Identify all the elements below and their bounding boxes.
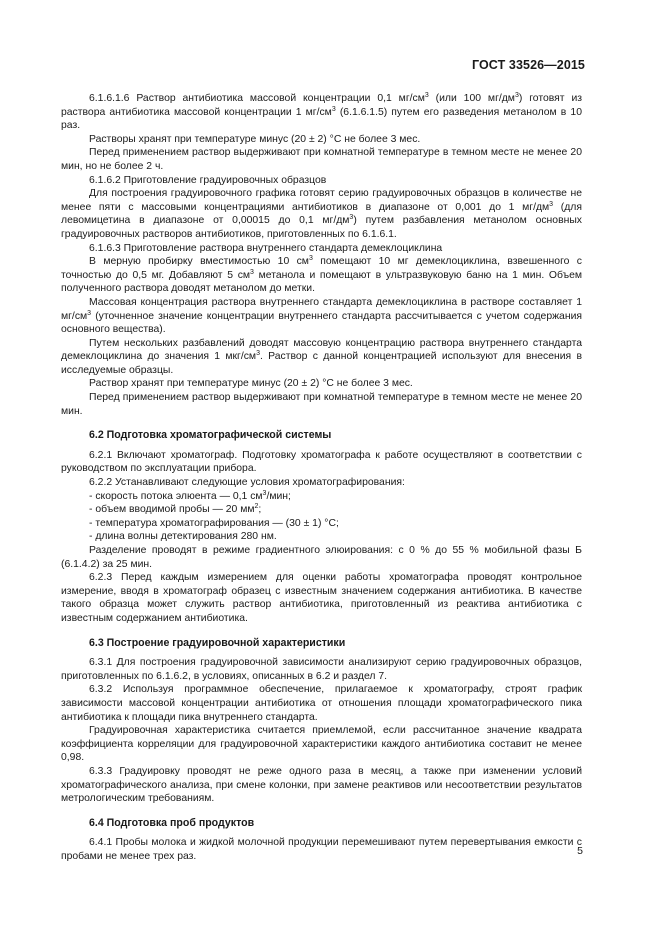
section-heading: 6.4 Подготовка проб продуктов [89,816,255,829]
paragraph: 6.1.6.3 Приготовление раствора внутреннего стандарта демеклоциклина [89,242,443,254]
section-heading: 6.2 Подготовка хроматографической системы [89,429,332,442]
paragraph: Путем нескольких разбавлений доводят массовую концентрацию раствора внутреннего стандарта демеклоциклина до значения 1 мкг/$см^3$. Раствор с данной концентрацией используют для внесения в исследуемые образцы. [61,337,582,376]
paragraph: Раствор хранят при температуре минус (20 ± 2) °C не более 3 мес. [89,378,413,390]
paragraph: 6.4.1 Пробы молока и жидкой молочной продукции перемешивают путем перевертывания емкости с пробами не менее трех раз. [61,837,582,862]
paragraph: 6.2.3 Перед каждым измерением для оценки работы хроматографа проводят контрольное измерение, вводя в хроматограф образец с известным значением содержания антибиотика. В качестве такого образца может служить раствор антибиотика, приготовленный из реактива антибиотика с известным содержанием антибиотика. [61,572,582,624]
paragraph: Для построения градуировочного графика готовят серию градуировочных образцов в количестве не менее пяти с массовыми концентрациями антибиотиков в диапазоне от 0,001 до 1 $мг/дм^3$ (для левомицетина в диапазоне от 0,00015 до 0,1 $мг/дм^3$) путем разбавления метанолом основных градуировочных растворов антибиотиков, приготовленных по 6.1.6.1. [61,188,582,240]
paragraph: 6.2.1 Включают хроматограф. Подготовку хроматографа к работе осуществляют в соответствии с руководством по эксплуатации прибора. [61,449,582,475]
paragraph: Массовая концентрация раствора внутреннего стандарта демеклоциклина в растворе составляет 1 $мг/см^3$ (уточненное значение концентрации внутреннего стандарта рассчитывается с учетом содержания основного вещества). [61,296,582,336]
paragraph: Перед применением раствор выдерживают при комнатной температуре в темном месте не менее 20 мин. [61,392,582,417]
list-item: - скорость потока элюента — 0,1 $см^3$/мин; [89,489,291,502]
paragraph: Разделение проводят в режиме градиентного элюирования: с 0 % до 55 % мобильной фазы Б (6.1.4.2) за 25 мин. [61,545,582,570]
list-item: - длина волны детектирования 280 нм. [89,531,277,543]
paragraph: 6.1.6.2 Приготовление градуировочных образцов [89,174,327,186]
section-heading: 6.3 Построение градуировочной характеристики [89,636,346,649]
paragraph: 6.3.2 Используя программное обеспечение, прилагаемое к хроматографу, строят график зависимости массовой концентрации антибиотика от отношения площади хроматографического пика антибиотика к площади пика внутреннего стандарта. [61,684,582,723]
page-number: 5 [577,845,583,857]
paragraph: 6.2.2 Устанавливают следующие условия хроматографирования: [89,477,405,489]
document-header: ГОСТ 33526—2015 [471,58,585,72]
paragraph: 6.3.3 Градуировку проводят не реже одного раза в месяц, а также при изменении условий хроматографического анализа, при смене колонки, при замене реактивов или несоответствии результатов метрологическим требованиям. [61,765,582,805]
paragraph: 6.1.6.1.6 Раствор антибиотика массовой концентрации 0,1 $мг/см^3$ (или 100 $мг/дм^3$) готовят из раствора антибиотика массовой концентрации 1 $мг/см^3$ (6.1.6.1.5) путем его разведения метанолом в 10 раз. [61,92,583,132]
paragraph: Градуировочная характеристика считается приемлемой, если рассчитанное значение квадрата коэффициента корреляции для градуировочной характеристики каждого антибиотика составит не менее 0,98. [61,725,582,764]
paragraph: В мерную пробирку вместимостью 10 $см^3$ помещают 10 мг демеклоциклина, взвешенного с точностью до 0,5 мг. Добавляют 5 $см^3$ метанола и помещают в ультразвуковую баню на 1 мин. Объем полученного раствора доводят метанолом до метки. [61,255,582,295]
list-item: - объем вводимой пробы — 20 $мм^2$; [89,503,262,516]
paragraph: Перед применением раствор выдерживают при комнатной температуре в темном месте не менее 20 мин, но не более 2 ч. [61,147,582,172]
list-item: - температура хроматографирования — (30 ± 1) °C; [89,517,339,529]
document-body [61,92,582,863]
paragraph: 6.3.1 Для построения градуировочной зависимости анализируют серию градуировочных образцов, приготовленных по 6.1.6.2, в условиях, описанных в 6.2 и раздел 7. [61,657,582,682]
paragraph: Растворы хранят при температуре минус (20 ± 2) °C не более 3 мес. [89,133,421,145]
